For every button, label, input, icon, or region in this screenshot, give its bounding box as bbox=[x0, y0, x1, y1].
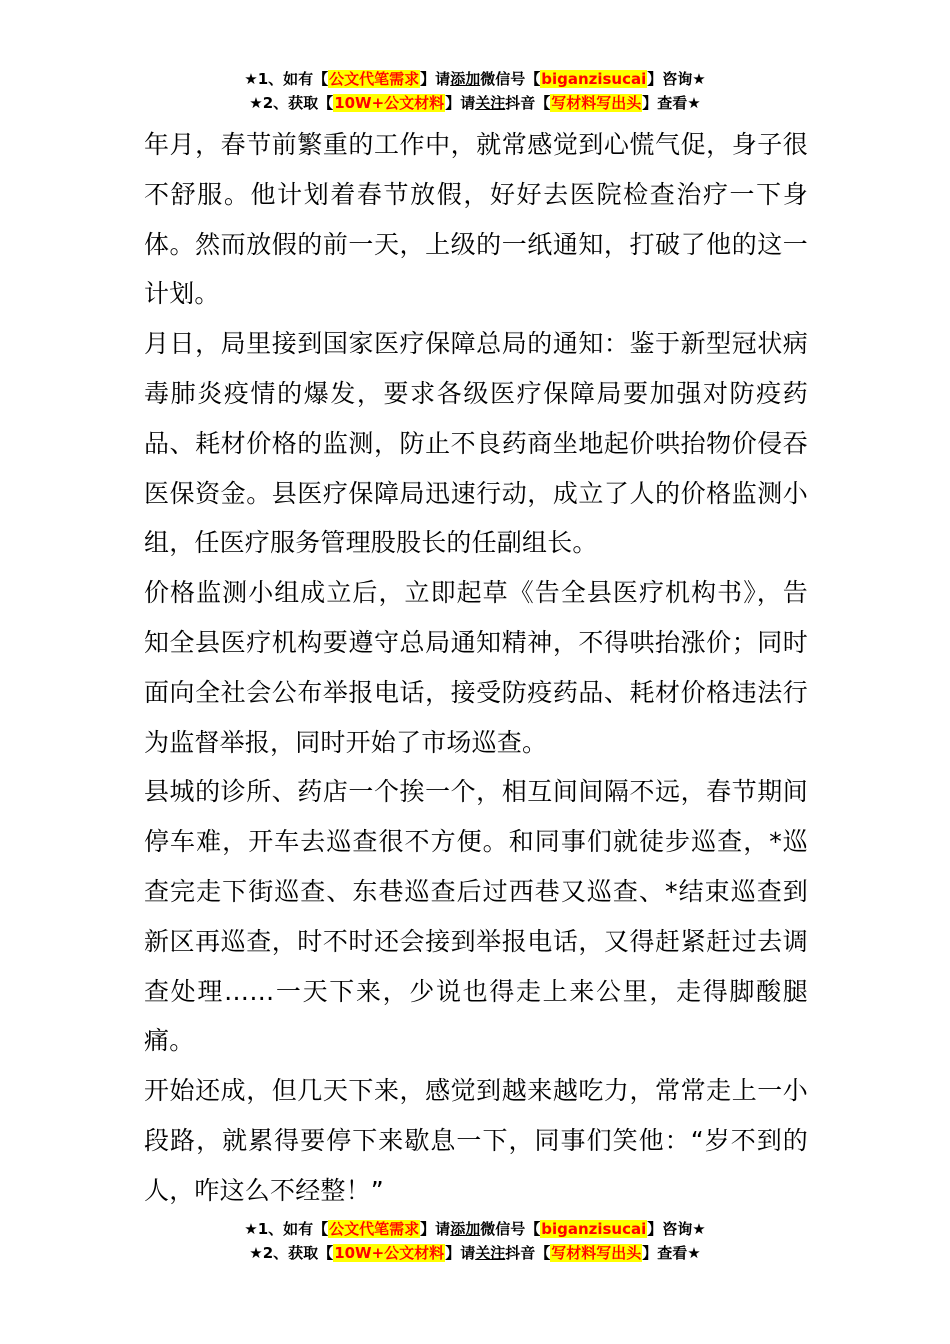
footer-banner bbox=[0, 1217, 950, 1265]
banner-emphasis: 关注 bbox=[475, 94, 506, 112]
banner-text: ★2、获取【 bbox=[249, 1244, 334, 1262]
paragraph: 价格监测小组成立后，立即起草《告全县医疗机构书》，告知全县医疗机构要遵守总局通知精神，不得哄抬涨价；同时面向全社会公布举报电话，接受防疫药品、耗材价格违法行为监督举报，同时开始了市场巡查。 bbox=[144, 578, 808, 757]
banner-emphasis: 添加 bbox=[450, 1220, 481, 1238]
banner-text: 】查看★ bbox=[642, 94, 701, 112]
highlight-materials: 10W+公文材料 bbox=[334, 94, 445, 112]
banner-text: 】请 bbox=[420, 1220, 451, 1238]
banner-text: 】咨询★ bbox=[647, 70, 706, 88]
highlight-ghostwriting: 公文代笔需求 bbox=[329, 1220, 420, 1238]
paragraph: 开始还成，但几天下来，感觉到越来越吃力，常常走上一小段路，就累得要停下来歇息一下，同事们笑他：“岁不到的人，咋这么不经整！” bbox=[144, 1076, 808, 1205]
banner-text: 微信号【 bbox=[480, 1220, 541, 1238]
banner-text: 】请 bbox=[445, 1244, 476, 1262]
highlight-materials: 10W+公文材料 bbox=[334, 1244, 445, 1262]
banner-line-1 bbox=[0, 67, 950, 91]
banner-text: 抖音【 bbox=[505, 94, 551, 112]
banner-line-1 bbox=[0, 1217, 950, 1241]
banner-text: 】请 bbox=[445, 94, 476, 112]
paragraph: 月日，局里接到国家医疗保障总局的通知：鉴于新型冠状病毒肺炎疫情的爆发，要求各级医疗保障局要加强对防疫药品、耗材价格的监测，防止不良药商坐地起价哄抬物价侵吞医保资金。县医疗保障局迅速行动，成立了人的价格监测小组，任医疗服务管理股股长的任副组长。 bbox=[144, 329, 808, 558]
paragraph: 县城的诊所、药店一个挨一个，相互间间隔不远，春节期间停车难，开车去巡查很不方便。和同事们就徒步巡查，*巡查完走下街巡查、东巷巡查后过西巷又巡查、*结束巡查到新区再巡查，时不时还会接到举报电话，又得赶紧赶过去调查处理……一天下来，少说也得走上来公里，走得脚酸腿痛。 bbox=[144, 777, 808, 1056]
highlight-wechat-id: biganzisucai bbox=[541, 70, 647, 88]
banner-text: ★1、如有【 bbox=[244, 1220, 329, 1238]
banner-emphasis: 关注 bbox=[475, 1244, 506, 1262]
highlight-douyin: 写材料写出头 bbox=[551, 94, 642, 112]
highlight-wechat-id: biganzisucai bbox=[541, 1220, 647, 1238]
banner-line-2 bbox=[0, 1241, 950, 1265]
document-body bbox=[144, 120, 808, 1216]
highlight-ghostwriting: 公文代笔需求 bbox=[329, 70, 420, 88]
banner-text: 抖音【 bbox=[505, 1244, 551, 1262]
header-banner bbox=[0, 67, 950, 115]
banner-line-2 bbox=[0, 91, 950, 115]
paragraph: 年月，春节前繁重的工作中，就常感觉到心慌气促，身子很不舒服。他计划着春节放假，好好去医院检查治疗一下身体。然而放假的前一天，上级的一纸通知，打破了他的这一计划。 bbox=[144, 130, 808, 309]
banner-text: 微信号【 bbox=[480, 70, 541, 88]
banner-text: 】请 bbox=[420, 70, 451, 88]
banner-text: 】查看★ bbox=[642, 1244, 701, 1262]
banner-text: ★2、获取【 bbox=[249, 94, 334, 112]
banner-text: 】咨询★ bbox=[647, 1220, 706, 1238]
highlight-douyin: 写材料写出头 bbox=[551, 1244, 642, 1262]
banner-text: ★1、如有【 bbox=[244, 70, 329, 88]
banner-emphasis: 添加 bbox=[450, 70, 481, 88]
